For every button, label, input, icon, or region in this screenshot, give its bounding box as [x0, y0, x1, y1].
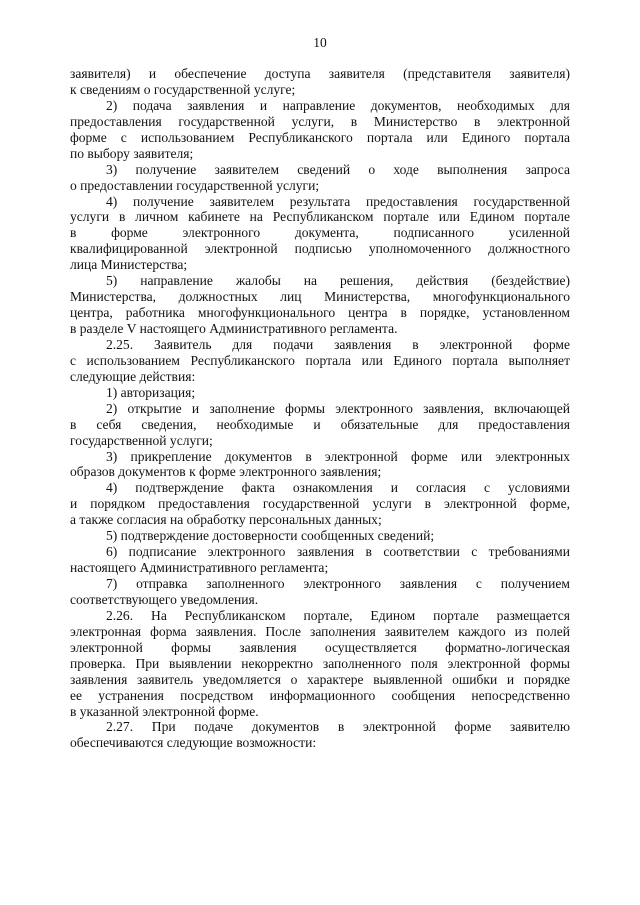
- text-line: ее устранения посредством информационного сообщения непосредственно: [70, 687, 570, 703]
- text-line: 5) подтверждение достоверности сообщенных сведений;: [106, 528, 435, 544]
- text-line: 2) открытие и заполнение формы электронного заявления, включающей: [106, 400, 570, 416]
- text-line: электронная форма заявления. После заполнения заявителем каждого из полей: [70, 623, 570, 639]
- page-number: 10: [313, 35, 327, 50]
- text-line: квалифицированной электронной подписью уполномоченного должностного: [70, 241, 570, 257]
- text-line: образов документов к форме электронного заявления;: [70, 464, 382, 480]
- text-line: центра, работника многофункционального центра в порядке, установленном: [70, 305, 570, 321]
- text-line: в форме электронного документа, подписанного усиленной: [70, 225, 570, 241]
- text-line: 4) получение заявителем результата предоставления государственной: [106, 193, 570, 209]
- text-line: обеспечиваются следующие возможности:: [70, 735, 317, 751]
- text-line: государственной услуги;: [70, 432, 213, 448]
- text-line: настоящего Административного регламента;: [70, 560, 329, 576]
- text-line: соответствующего уведомления.: [70, 591, 259, 607]
- text-line: с использованием Республиканского портала или Единого портала выполняет: [70, 352, 570, 368]
- text-line: 3) прикрепление документов в электронной форме или электронных: [106, 448, 570, 464]
- body-text: [70, 66, 570, 751]
- text-line: 2.27. При подаче документов в электронной форме заявителю: [106, 719, 570, 735]
- text-line: 2.26. На Республиканском портале, Едином портале размещается: [106, 607, 570, 623]
- text-line: 1) авторизация;: [106, 384, 196, 400]
- text-line: о предоставлении государственной услуги;: [70, 177, 320, 193]
- text-line: и порядком предоставления государственной услуги в электронной форме,: [70, 496, 570, 512]
- text-line: лица Министерства;: [70, 257, 188, 273]
- text-line: по выбору заявителя;: [70, 145, 194, 161]
- text-line: предоставления государственной услуги, в Министерство в электронной: [70, 113, 570, 129]
- text-line: а также согласия на обработку персональных данных;: [70, 512, 382, 528]
- text-line: следующие действия:: [70, 368, 196, 384]
- text-line: электронной формы заявления осуществляется форматно-логическая: [70, 639, 570, 655]
- text-line: проверка. При выявлении некорректно заполненного поля электронной формы: [70, 655, 570, 671]
- text-line: в указанной электронной форме.: [70, 703, 259, 719]
- text-line: 5) направление жалобы на решения, действия (бездействие): [106, 273, 570, 289]
- text-line: Министерства, должностных лиц Министерства, многофункционального: [70, 289, 570, 305]
- text-line: к сведениям о государственной услуге;: [70, 81, 296, 97]
- text-line: услуги в личном кабинете на Республиканском портале или Едином портале: [70, 209, 570, 225]
- text-line: 2.25. Заявитель для подачи заявления в электронной форме: [106, 336, 570, 352]
- text-line: 3) получение заявителем сведений о ходе выполнения запроса: [106, 161, 570, 177]
- text-line: в разделе V настоящего Административного регламента.: [70, 321, 398, 336]
- text-line: заявителя) и обеспечение доступа заявителя (представителя заявителя): [70, 66, 570, 81]
- text-line: 6) подписание электронного заявления в соответствии с требованиями: [106, 544, 570, 560]
- text-line: заявления заявитель уведомляется о характере выявленной ошибки и порядке: [70, 671, 570, 687]
- text-line: 2) подача заявления и направление документов, необходимых для: [106, 97, 570, 113]
- text-line: 7) отправка заполненного электронного заявления с получением: [106, 576, 570, 591]
- text-line: форме с использованием Республиканского портала или Единого портала: [70, 129, 570, 145]
- text-line: 4) подтверждение факта ознакомления и согласия с условиями: [106, 480, 570, 496]
- text-line: в себя сведения, необходимые и обязательные для предоставления: [70, 416, 570, 432]
